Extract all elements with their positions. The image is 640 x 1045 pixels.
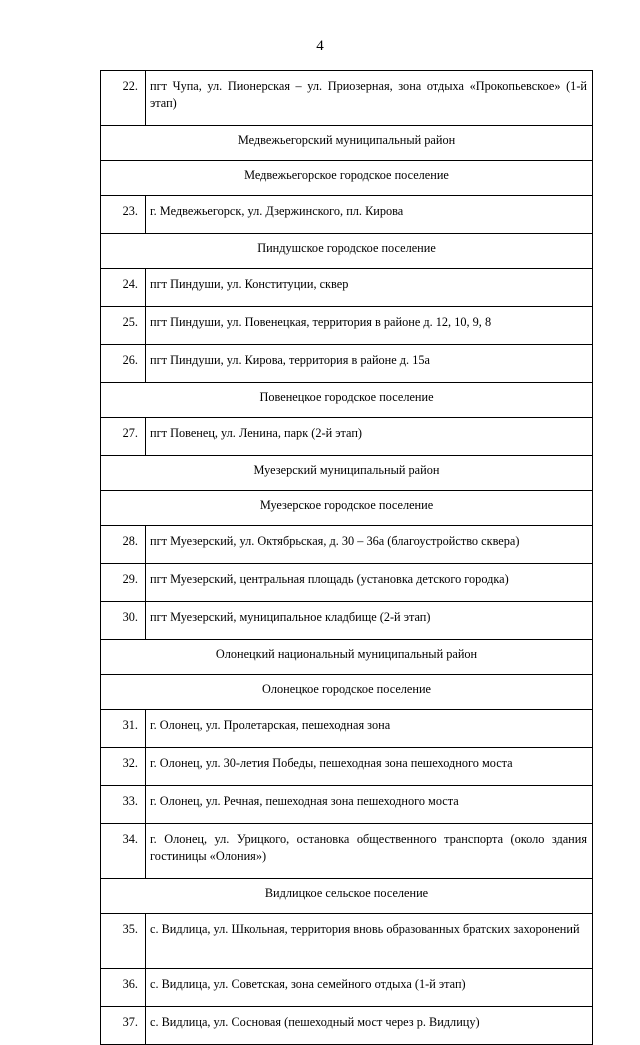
row-number: 27.	[101, 418, 146, 456]
row-address: с. Видлица, ул. Советская, зона семейного отдыха (1-й этап)	[146, 969, 593, 1007]
row-address: с. Видлица, ул. Сосновая (пешеходный мост через р. Видлицу)	[146, 1007, 593, 1045]
row-address: г. Олонец, ул. 30-летия Победы, пешеходная зона пешеходного моста	[146, 748, 593, 786]
table-row	[101, 196, 593, 234]
row-address: пгт Муезерский, центральная площадь (установка детского городка)	[146, 564, 593, 602]
section-title: Повенецкое городское поселение	[101, 383, 593, 418]
row-number: 30.	[101, 602, 146, 640]
section-header-row	[101, 491, 593, 526]
section-header-row	[101, 675, 593, 710]
row-address: пгт Чупа, ул. Пионерская – ул. Приозерная, зона отдыха «Прокопьевское» (1-й этап)	[146, 71, 593, 126]
row-number: 34.	[101, 824, 146, 879]
table-row	[101, 418, 593, 456]
table-row	[101, 307, 593, 345]
row-number: 33.	[101, 786, 146, 824]
row-number: 24.	[101, 269, 146, 307]
objects-table	[100, 70, 593, 1045]
row-number: 29.	[101, 564, 146, 602]
row-address: пгт Пиндуши, ул. Конституции, сквер	[146, 269, 593, 307]
objects-table-body	[101, 71, 593, 1045]
row-address: пгт Муезерский, муниципальное кладбище (2-й этап)	[146, 602, 593, 640]
section-header-row	[101, 456, 593, 491]
table-row	[101, 969, 593, 1007]
row-address: пгт Повенец, ул. Ленина, парк (2-й этап)	[146, 418, 593, 456]
table-row	[101, 786, 593, 824]
row-address: г. Медвежьегорск, ул. Дзержинского, пл. Кирова	[146, 196, 593, 234]
row-number: 22.	[101, 71, 146, 126]
section-title: Олонецкое городское поселение	[101, 675, 593, 710]
table-row	[101, 914, 593, 969]
table-row	[101, 710, 593, 748]
section-header-row	[101, 234, 593, 269]
section-header-row	[101, 161, 593, 196]
table-row	[101, 1007, 593, 1045]
table-row	[101, 748, 593, 786]
table-row	[101, 602, 593, 640]
row-address: с. Видлица, ул. Школьная, территория вновь образованных братских захоронений	[146, 914, 593, 969]
table-row	[101, 345, 593, 383]
table-row	[101, 824, 593, 879]
section-header-row	[101, 879, 593, 914]
row-address: пгт Пиндуши, ул. Повенецкая, территория в районе д. 12, 10, 9, 8	[146, 307, 593, 345]
row-number: 36.	[101, 969, 146, 1007]
page-number: 4	[316, 38, 324, 54]
table-row	[101, 564, 593, 602]
row-number: 28.	[101, 526, 146, 564]
section-title: Муезерский муниципальный район	[101, 456, 593, 491]
row-number: 26.	[101, 345, 146, 383]
table-row	[101, 269, 593, 307]
section-header-row	[101, 383, 593, 418]
section-title: Пиндушское городское поселение	[101, 234, 593, 269]
section-title: Муезерское городское поселение	[101, 491, 593, 526]
section-title: Медвежьегорское городское поселение	[101, 161, 593, 196]
table-row	[101, 526, 593, 564]
row-address: г. Олонец, ул. Речная, пешеходная зона пешеходного моста	[146, 786, 593, 824]
section-title: Медвежьегорский муниципальный район	[101, 126, 593, 161]
row-number: 25.	[101, 307, 146, 345]
row-number: 35.	[101, 914, 146, 969]
row-address: г. Олонец, ул. Пролетарская, пешеходная зона	[146, 710, 593, 748]
row-number: 37.	[101, 1007, 146, 1045]
section-title: Видлицкое сельское поселение	[101, 879, 593, 914]
section-header-row	[101, 126, 593, 161]
row-number: 23.	[101, 196, 146, 234]
row-address: г. Олонец, ул. Урицкого, остановка общественного транспорта (около здания гостиницы «Олония»)	[146, 824, 593, 879]
row-number: 32.	[101, 748, 146, 786]
section-header-row	[101, 640, 593, 675]
section-title: Олонецкий национальный муниципальный район	[101, 640, 593, 675]
row-address: пгт Пиндуши, ул. Кирова, территория в районе д. 15а	[146, 345, 593, 383]
row-number: 31.	[101, 710, 146, 748]
row-address: пгт Муезерский, ул. Октябрьская, д. 30 – 36а (благоустройство сквера)	[146, 526, 593, 564]
table-row	[101, 71, 593, 126]
